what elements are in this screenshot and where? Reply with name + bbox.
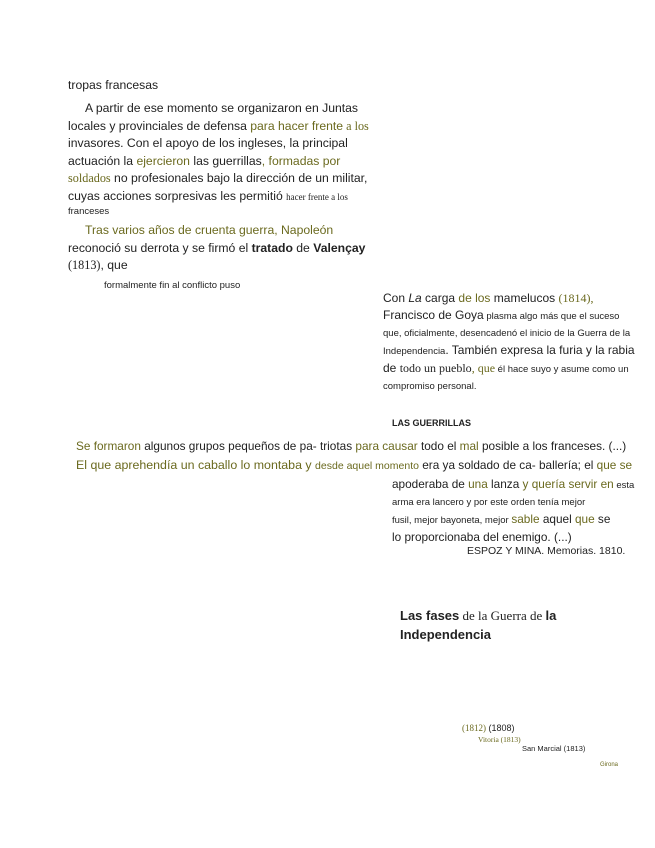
paragraph-valencay — [68, 222, 374, 297]
text-line: soldados no profesionales bajo la dirección de un militar, — [68, 171, 368, 185]
map-label: (1812) (1808) — [462, 723, 515, 733]
map-label: Vitoria (1813) — [478, 735, 521, 744]
paragraph-juntas — [68, 100, 374, 218]
text-line: reconoció su derrota y se firmó el tratado de Valençay — [68, 240, 366, 255]
text-line: Francisco de Goya plasma algo más que el suceso — [383, 308, 620, 322]
text-line: locales y provinciales de defensa para hacer frente a los — [68, 118, 369, 133]
text-line: formalmente fin al conflicto puso — [104, 279, 241, 291]
text-line: actuación la ejercieron las guerrillas, formadas por — [68, 153, 341, 168]
text-line: Se formaron algunos grupos pequeños de pa- triotas para causar todo el mal posible a los franceses. (...) — [76, 439, 627, 453]
text-line: Con La carga de los mamelucos (1814), — [383, 291, 594, 305]
text-line: cuyas acciones sorpresivas les permitió hacer frente a los — [68, 188, 348, 203]
goya-caption — [383, 290, 633, 395]
text-line: lo proporcionaba del enemigo. (...) — [392, 530, 572, 544]
text-line: Tras varios años de cruenta guerra, Napoleón — [85, 223, 334, 237]
map-label: Girona — [600, 762, 619, 768]
text-line: Las fases de la Guerra de la — [400, 608, 557, 623]
text-line: compromiso personal. — [383, 381, 477, 392]
phases-title — [400, 606, 556, 644]
guerrillas-quote-cont — [76, 476, 636, 546]
text-line: franceses — [68, 206, 110, 217]
text-line: invasores. Con el apoyo de los ingleses, la principal — [68, 136, 348, 150]
text-line: que, oficialmente, desencadenó el inicio de la Guerra de la — [383, 328, 631, 339]
text-line: arma era lancero y por este orden tenía mejor — [392, 497, 586, 508]
quote-attribution: ESPOZ Y MINA. Memorias. 1810. — [467, 545, 626, 557]
text-line: (1813), que — [68, 258, 128, 272]
text-line: apoderaba de una lanza y quería servir en esta — [392, 477, 635, 491]
text-line: El que aprehendía un caballo lo montaba y desde aquel momento era ya soldado de ca- ballería; el que se — [76, 458, 633, 472]
text-line: Independencia. También expresa la furia y la rabia — [383, 343, 635, 357]
map-label: San Marcial (1813) — [522, 744, 586, 753]
text-line: de todo un pueblo, que él hace suyo y asume como un — [383, 361, 629, 375]
guerrillas-quote — [76, 437, 636, 546]
text-line: fusil, mejor bayoneta, mejor sable aquel que se — [392, 512, 611, 526]
text-line: tropas francesas — [68, 78, 159, 92]
guerrillas-heading: LAS GUERRILLAS — [392, 418, 472, 428]
text-line: A partir de ese momento se organizaron en Juntas — [85, 101, 359, 115]
text-line: Independencia — [400, 627, 492, 642]
